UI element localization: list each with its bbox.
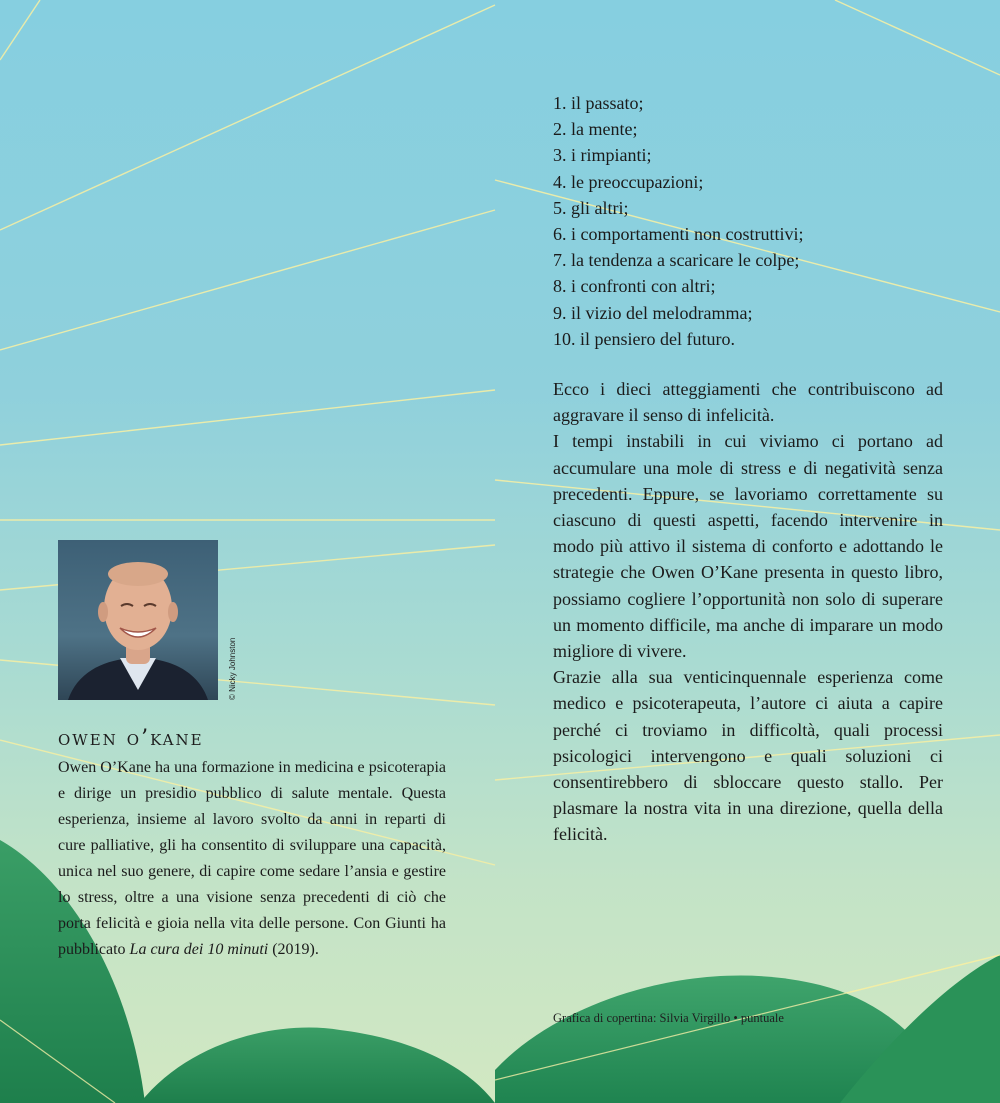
description-paragraph: Ecco i dieci atteggiamenti che contribuiscono ad aggravare il senso di infelicità. [553,379,943,426]
list-item: 10. il pensiero del futuro. [553,328,735,349]
bio-book-title: La cura dei 10 minuti [129,941,269,958]
author-photo [58,540,218,700]
list-item: 9. il vizio del melodramma; [553,302,753,323]
description-paragraph: I tempi instabili in cui viviamo ci portano ad accumulare una mole di stress e di negatività senza precedenti. Eppure, se lavoriamo correttamente su ciascuno di questi aspetti, facendo intervenire in modo più attivo il sistema di conforto e adottando le strategie che Owen O’Kane presenta in questo libro, possiamo cogliere l’opportunità non solo di superare un momento difficile, ma anche di imparare un modo migliore di vivere. [553,431,943,662]
list-item: 4. le preoccupazioni; [553,171,704,192]
list-item: 5. gli altri; [553,197,629,218]
attitudes-list [553,90,943,352]
list-item: 2. la mente; [553,119,638,140]
list-item: 3. i rimpianti; [553,145,652,166]
author-section [58,540,448,963]
list-item: 7. la tendenza a scaricare le colpe; [553,250,800,271]
list-item: 6. i comportamenti non costruttivi; [553,224,804,245]
author-bio [58,755,446,963]
description-paragraph: Grazie alla sua venticinquennale esperienza come medico e psicoterapeuta, l’autore ci aiuta a capire perché ci troviamo in difficoltà, quali processi psicologici intervengono e quali soluzioni ci consentirebbero di sbloccare questo stallo. Per plasmare la nostra vita in una direzione, quella della felicità. [553,667,943,845]
photo-credit: © Nicky Johnston [228,637,237,700]
author-name: owen o’kane [58,726,204,751]
description-text [553,376,943,848]
bio-text: Owen O’Kane ha una formazione in medicina e psicoterapia e dirige un presidio pubblico di salute mentale. Questa esperienza, insieme al lavoro svolto da anni in reparti di cure palliative, gli ha consentito di sviluppare una capacità, unica nel suo genere, di capire come sedare l’ansia e gestire lo stress, oltre a una visione senza precedenti di ciò che porta felicità e gioia nella vita delle persone. Con Giunti ha pubblicato [58,759,446,958]
cover-credit: Grafica di copertina: Silvia Virgillo • puntuale [553,1011,784,1025]
list-item: 8. i confronti con altri; [553,276,716,297]
book-description [553,90,943,848]
list-item: 1. il passato; [553,93,644,113]
bio-year: (2019). [268,941,319,958]
